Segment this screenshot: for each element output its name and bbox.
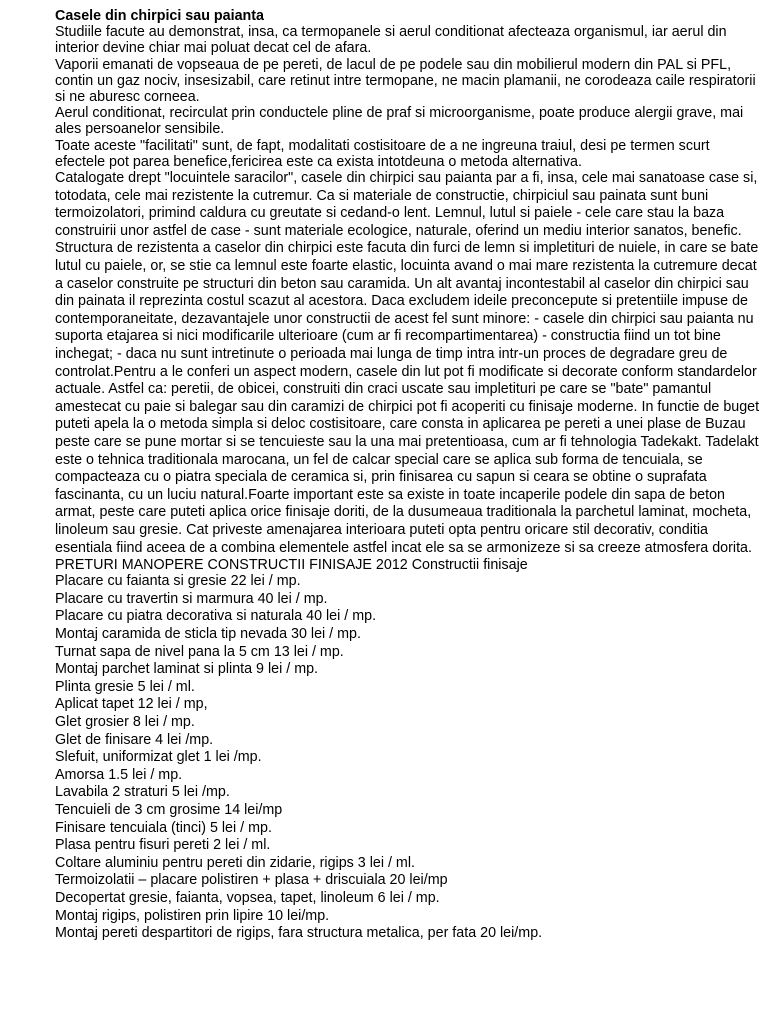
price-item: Turnat sapa de nivel pana la 5 cm 13 lei / mp. [55,643,344,660]
document-page [55,8,762,943]
paragraph: Studiile facute au demonstrat, insa, ca termopanele si aerul conditionat afecteaza organismul, iar aerul din interior devine chiar mai poluat decat cel de afara. [55,24,727,57]
price-item: Glet de finisare 4 lei /mp. [55,731,214,748]
price-item: Decopertat gresie, faianta, vopsea, tapet, linoleum 6 lei / mp. [55,889,440,906]
paragraph: Vaporii emanati de vopseaua de pe pereti, de lacul de pe podele sau din mobilierul modern din PAL si PFL, contin un gaz nociv, insesizabil, care retinut intre termopane, ne macin plamanii, ne corodeaza caile respiratorii si ne aburesc corneea. [55,56,756,106]
price-item: Placare cu travertin si marmura 40 lei / mp. [55,590,328,607]
price-item: Montaj parchet laminat si plinta 9 lei / mp. [55,661,319,678]
document-title: Casele din chirpici sau paianta [55,8,264,24]
prices-heading: PRETURI MANOPERE CONSTRUCTII FINISAJE 2012 Constructii finisaje [55,557,528,574]
price-item: Plasa pentru fisuri pereti 2 lei / ml. [55,837,271,854]
price-item: Montaj caramida de sticla tip nevada 30 lei / mp. [55,626,361,643]
price-item: Glet grosier 8 lei / mp. [55,714,195,731]
price-item: Placare cu faianta si gresie 22 lei / mp. [55,573,301,590]
price-item: Coltare aluminiu pentru pereti din zidarie, rigips 3 lei / ml. [55,854,415,871]
price-item: Montaj rigips, polistiren prin lipire 10 lei/mp. [55,907,330,924]
paragraph: Aerul conditionat, recirculat prin conductele pline de praf si microorganisme, poate produce alergii grave, mai ales persoanelor sensibile. [55,105,744,138]
price-item: Tencuieli de 3 cm grosime 14 lei/mp [55,802,283,819]
paragraph: Toate aceste "facilitati" sunt, de fapt, modalitati costisitoare de a ne ingreuna traiul, desi pe termen scurt efectele pot parea benefice,fericirea este ca exista intotdeuna o metoda alternativa. [55,137,710,170]
price-item: Slefuit, uniformizat glet 1 lei /mp. [55,749,262,766]
price-item: Finisare tencuiala (tinci) 5 lei / mp. [55,819,272,836]
price-item: Placare cu piatra decorativa si naturala 40 lei / mp. [55,608,377,625]
price-list [55,573,762,942]
paragraph: Catalogate drept "locuintele saracilor", casele din chirpici sau paianta par a fi, insa, cele mai sanatoase case si, totodata, cele mai rezistente la cutremur. Ca si materiale de constructie, chirpiciul sau painata sunt buni termoizolatori, primind caldura cu greutate si cedand-o lent. Lemnul, lutul si paiele - cele care stau la baza construirii unor astfel de case - sunt materiale ecologice, naturale, oferind un mediu interior sanatos, benefic. Structura de rezistenta a caselor din chirpici este facuta din furci de lemn si impletituri de nuiele, in care se bate lutul cu paiele, or, se stie ca lemnul este foarte elastic, locuinta avand o mai mare rezistenta la cutremure decat a caselor construite pe structuri din beton sau caramida. Un alt avantaj incontestabil al caselor din chirpici sau din painata il reprezinta costul scazut al acestora. Daca excludem ideile preconcepute si pretentiile impuse de contemporaneitate, dezavantajele unor constructii de acest fel sunt minore: - casele din chirpici sau paianta nu suporta etajarea si nici modificarile ulterioare (cum ar fi recompartimentarea) - constructia fiind un tot bine inchegat; - daca nu sunt intretinute o perioada mai lunga de timp intra intr-un proces de degradare greu de controlat.Pentru a le conferi un aspect modern, casele din lut pot fi modificate si decorate conform standardelor actuale. Astfel ca: peretii, de obicei, construiti din craci uscate sau impletituri pe care se "bate" pamantul amestecat cu paie si balegar sau din caramizi de chirpici pot fi acoperiti cu finisaje moderne. In functie de buget puteti apela la o metoda simpla si deloc costisitoare, care consta in aplicarea pe pereti a unei plase de Buzau peste care se pune mortar si se tencuieste sau la una mai pretentioasa, cum ar fi tehnologia Tadekakt. Tadelakt este o tehnica traditionala marocana, un fel de calcar special care se aplica sub forma de tencuiala, se compacteaza cu o piatra speciala de ceramica si, prin finisarea cu sapun si ceara se obtine o suprafata fascinanta, cu un luciu natural.Foarte important este sa existe in toate incaperile podele din sapa de beton armat, peste care puteti aplica orice finisaje doriti, de la dusumeaua traditionala la parchetul laminat, mocheta, linoleum sau gresie. Cat priveste amenajarea interioara puteti opta pentru oricare stil decorativ, conditia esentiala fiind aceea de a combina elementele astfel incat ele sa se armonizeze si sa creeze atmosfera dorita. [55,170,760,556]
price-item: Aplicat tapet 12 lei / mp, [55,696,208,713]
price-item: Lavabila 2 straturi 5 lei /mp. [55,784,230,801]
price-item: Termoizolatii – placare polistiren + plasa + driscuiala 20 lei/mp [55,872,448,889]
price-item: Montaj pereti despartitori de rigips, fara structura metalica, per fata 20 lei/mp. [55,925,543,942]
price-item: Amorsa 1.5 lei / mp. [55,766,183,783]
price-item: Plinta gresie 5 lei / ml. [55,678,195,695]
